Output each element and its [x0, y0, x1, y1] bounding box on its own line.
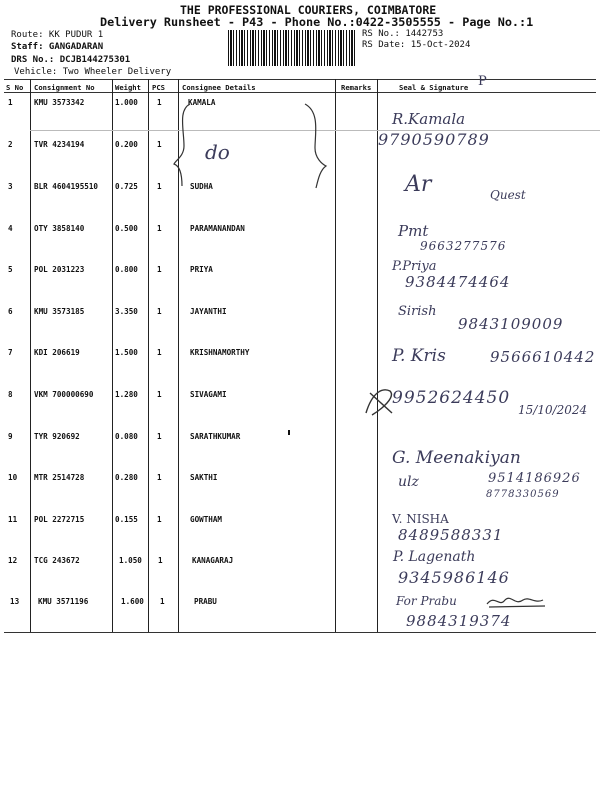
row-consignment: OTY 3858140 — [34, 224, 85, 233]
signature-6: Sirish — [398, 304, 437, 319]
signature-3: Ar — [405, 172, 432, 197]
signature-8-date: 15/10/2024 — [518, 403, 588, 417]
table-bottom-border — [4, 632, 596, 633]
col-divider — [148, 79, 149, 632]
row-pcs: 1 — [157, 140, 162, 149]
rs-number: RS No.: 1442753 — [362, 29, 444, 39]
row-consignment: KMU 3573185 — [34, 307, 85, 316]
signature-6-phone: 9843109009 — [458, 315, 564, 333]
row-consignment: POL 2031223 — [34, 265, 85, 274]
signature-5-phone: 9384474464 — [405, 273, 511, 291]
row-consignee: SAKTHI — [190, 473, 218, 482]
signature-10-phone: 9514186926 — [488, 471, 581, 486]
row-consignee: PARAMANANDAN — [190, 224, 245, 233]
row-consignment: MTR 2514728 — [34, 473, 85, 482]
row-weight: 3.350 — [115, 307, 138, 316]
signature-13-scribble — [485, 592, 553, 610]
col-header-consignee: Consignee Details — [182, 83, 256, 92]
row-pcs: 1 — [157, 182, 162, 191]
row-weight: 0.080 — [115, 432, 138, 441]
row-sno: 5 — [8, 265, 13, 274]
row-consignment: BLR 4604195510 — [34, 182, 99, 191]
row-weight: 1.000 — [115, 98, 138, 107]
row-weight: 1.280 — [115, 390, 138, 399]
row-weight: 0.725 — [115, 182, 138, 191]
row-pcs: 1 — [157, 265, 162, 274]
signature-12-phone: 9345986146 — [398, 568, 510, 587]
company-title: THE PROFESSIONAL COURIERS, COIMBATORE — [180, 3, 437, 17]
row-consignment: KDI 206619 — [34, 348, 80, 357]
row-sno: 1 — [8, 98, 13, 107]
row-pcs: 1 — [160, 597, 165, 606]
barcode — [228, 30, 356, 66]
row-weight: 0.500 — [115, 224, 138, 233]
ditto-mark: do — [205, 140, 230, 164]
col-header-seal-signature: Seal & Signature — [399, 83, 469, 92]
row-pcs: 1 — [157, 224, 162, 233]
signature-1: R.Kamala — [392, 110, 466, 128]
signature-13-phone: 9884319374 — [406, 612, 512, 630]
row-sno: 8 — [8, 390, 13, 399]
row-consignment: POL 2272715 — [34, 515, 85, 524]
signature-10: ulz — [398, 474, 419, 490]
staff-label: Staff: GANGADARAN — [11, 42, 104, 52]
row-sno: 12 — [8, 556, 18, 565]
row-consignee: JAYANTHI — [190, 307, 227, 316]
row-sno: 4 — [8, 224, 13, 233]
row-sno: 13 — [10, 597, 20, 606]
signature-7: P. Kris — [392, 346, 446, 366]
stray-mark — [288, 430, 290, 435]
row-consignee: SARATHKUMAR — [190, 432, 241, 441]
row-sno: 7 — [8, 348, 13, 357]
signature-12: P. Lagenath — [393, 549, 476, 565]
row-consignee: SIVAGAMI — [190, 390, 227, 399]
row-sno: 11 — [8, 515, 18, 524]
runsheet-subtitle: Delivery Runsheet - P43 - Phone No.:0422-3505555 - Page No.:1 — [100, 15, 534, 29]
row-consignee: PRABU — [194, 597, 217, 606]
signature-10-phone-2: 8778330569 — [486, 489, 560, 500]
row-pcs: 1 — [157, 98, 162, 107]
col-divider — [377, 79, 378, 632]
row-consignment: TCG 243672 — [34, 556, 80, 565]
col-divider — [30, 79, 31, 632]
signature-3-note: Quest — [490, 188, 526, 202]
col-header-sno: S No — [6, 83, 24, 92]
row-consignment: VKM 700000690 — [34, 390, 94, 399]
row-consignment: TYR 920692 — [34, 432, 80, 441]
row-consignee: SUDHA — [190, 182, 213, 191]
signature-8-phone: 9952624450 — [392, 388, 511, 408]
signature-13: For Prabu — [396, 594, 457, 608]
handwritten-corner-mark: P — [478, 74, 487, 89]
row-pcs: 1 — [157, 432, 162, 441]
rs-date: RS Date: 15-Oct-2024 — [362, 40, 471, 50]
row-sno: 2 — [8, 140, 13, 149]
row-pcs: 1 — [157, 348, 162, 357]
row-sno: 6 — [8, 307, 13, 316]
row-weight: 0.280 — [115, 473, 138, 482]
col-header-remarks: Remarks — [341, 83, 372, 92]
row-consignment: KMU 3573342 — [34, 98, 85, 107]
col-header-consignment: Consignment No — [34, 83, 95, 92]
row-weight: 1.500 — [115, 348, 138, 357]
col-header-weight: Weight — [115, 83, 141, 92]
row-sno: 9 — [8, 432, 13, 441]
row-consignee: GOWTHAM — [190, 515, 223, 524]
row-consignment: KMU 3571196 — [38, 597, 89, 606]
col-header-pcs: PCS — [152, 83, 165, 92]
row-weight: 1.050 — [119, 556, 142, 565]
row-weight: 1.600 — [121, 597, 144, 606]
signature-4: Pmt — [398, 222, 429, 240]
col-divider — [112, 79, 113, 632]
signature-1-phone: 9790590789 — [378, 130, 490, 149]
signature-4-phone: 9663277576 — [420, 239, 507, 253]
table-header-border — [4, 92, 596, 93]
signature-5: P.Priya — [392, 259, 437, 274]
row-sno: 3 — [8, 182, 13, 191]
row-weight: 0.800 — [115, 265, 138, 274]
row-consignee: KANAGARAJ — [192, 556, 234, 565]
signature-11: V. NISHA — [392, 512, 449, 526]
row-pcs: 1 — [157, 307, 162, 316]
vehicle-label: Vehicle: Two Wheeler Delivery — [14, 67, 172, 77]
row-weight: 0.200 — [115, 140, 138, 149]
row-pcs: 1 — [157, 473, 162, 482]
row-consignment: TVR 4234194 — [34, 140, 85, 149]
signature-9: G. Meenakiyan — [392, 448, 521, 468]
route-label: Route: KK PUDUR 1 — [11, 30, 104, 40]
row-consignee: PRIYA — [190, 265, 213, 274]
row-weight: 0.155 — [115, 515, 138, 524]
ditto-braces — [170, 100, 340, 192]
row-consignee: KAMALA — [188, 98, 216, 107]
row-consignee: KRISHNAMORTHY — [190, 348, 250, 357]
row-pcs: 1 — [157, 515, 162, 524]
drs-label: DRS No.: DCJB144275301 — [11, 55, 131, 65]
row-pcs: 1 — [158, 556, 163, 565]
signature-7-phone: 9566610442 — [490, 348, 596, 366]
signature-11-phone: 8489588331 — [398, 526, 504, 544]
row-sno: 10 — [8, 473, 18, 482]
row-pcs: 1 — [157, 390, 162, 399]
table-top-border — [4, 79, 596, 80]
